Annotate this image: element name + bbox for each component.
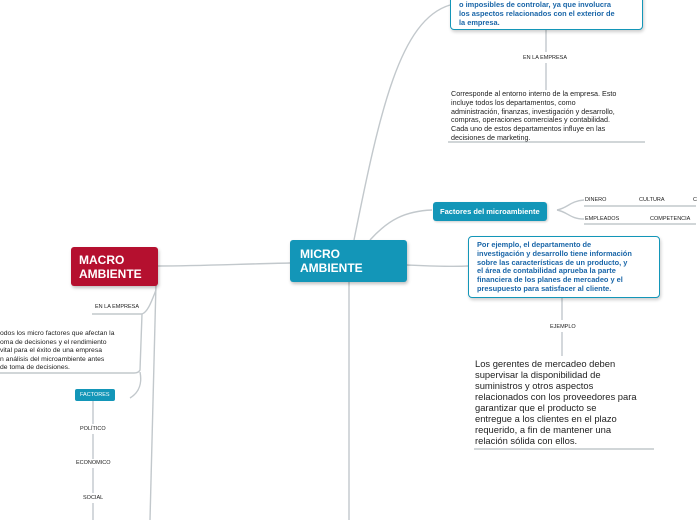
ejemplo-label[interactable]: EJEMPLO <box>550 324 576 330</box>
factores-left-node[interactable]: FACTORES <box>75 389 115 401</box>
ejemplo-box[interactable]: Por ejemplo, el departamento de investigación y desarrollo tiene información sobre las características de un producto, y el área de contabilidad aprueba la parte financiera de los planes de mercadeo y el presupuesto para satisfacer al cliente. <box>468 236 660 298</box>
cultura-label[interactable]: CULTURA <box>639 197 665 203</box>
exterior-factors-box[interactable]: o imposibles de controlar, ya que involucra los aspectos relacionados con el exterior de la empresa. <box>450 0 643 30</box>
economico-label[interactable]: ECONOMICO <box>76 460 111 466</box>
cut-off-label[interactable]: C <box>693 197 697 203</box>
social-label[interactable]: SOCIAL <box>83 495 104 501</box>
left-micro-factors-text[interactable]: odos los micro factores que afectan la oma de decisiones y el rendimiento vital para el éxito de una empresa n análisis del microambiente antes de toma de decisiones. <box>0 330 115 372</box>
macro-ambiente-node[interactable]: MACRO AMBIENTE <box>71 247 158 286</box>
empleados-label[interactable]: EMPLEADOS <box>585 216 620 222</box>
competencia-label[interactable]: COMPETENCIA <box>650 216 691 222</box>
en-la-empresa-top-label[interactable]: EN LA EMPRESA <box>523 55 568 61</box>
micro-ambiente-node[interactable]: MICRO AMBIENTE <box>290 240 407 282</box>
dinero-label[interactable]: DINERO <box>585 197 607 203</box>
en-la-empresa-left-label[interactable]: EN LA EMPRESA <box>95 304 140 310</box>
corresponde-text[interactable]: Corresponde al entorno interno de la empresa. Esto incluye todos los departamentos, como administración, finanzas, investigación y desarrollo, compras, operaciones comerciales y contabilidad. Cada uno de estos departamentos influye en las decisiones de marketing. <box>451 89 617 142</box>
factores-microambiente-node[interactable]: Factores del microambiente <box>433 202 547 221</box>
politico-label[interactable]: POLÍTICO <box>80 426 106 432</box>
gerentes-text[interactable]: Los gerentes de mercadeo deben supervisar la disponibilidad de suministros y otros aspectos relacionados con los proveedores para garantizar que el producto se entregue a los clientes en el plazo requerido, a fin de mantener una relación sólida con ellos. <box>475 358 637 446</box>
